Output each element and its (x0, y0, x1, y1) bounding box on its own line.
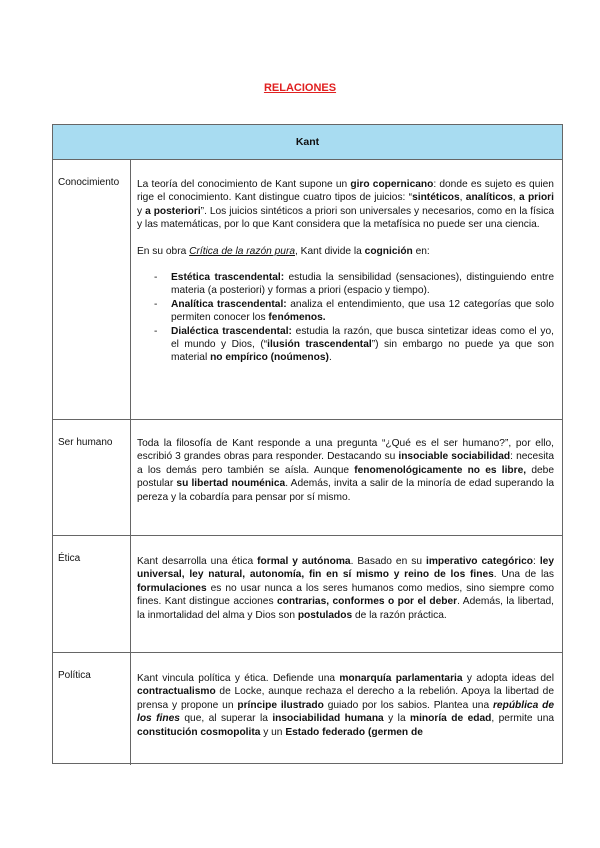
bold-term: analíticos (465, 192, 513, 204)
row-content (131, 536, 562, 652)
row-content (131, 653, 562, 765)
bold-term: insociable sociabilidad (398, 451, 511, 463)
bold-term: ley universal, ley natural, autonomía, fin en sí mismo y reino de los fines (137, 556, 554, 581)
bold-term: constitución cosmopolita (137, 726, 261, 738)
list-item (171, 271, 554, 298)
text-run: , Kant divide la (295, 245, 365, 257)
bold-term: a priori (518, 192, 554, 204)
bold-term: insociabilidad humana (272, 713, 384, 725)
text-run: de Locke, aunque rechaza el derecho a la rebelión. Apoya la libertad de prensa y propone un (137, 686, 554, 711)
paragraph (137, 245, 554, 258)
bold-term: Estética trascendental: (171, 272, 285, 284)
bold-italic-term: república de los fines (137, 699, 554, 725)
row-category: Ética (53, 536, 131, 652)
bold-term: no empírico (noúmenos) (210, 352, 329, 364)
row-category: Conocimiento (53, 160, 131, 419)
bold-term: cognición (364, 245, 413, 257)
list-item (171, 298, 554, 325)
text-run: analiza el entendimiento, que usa 12 categorías que solo permiten conocer los (171, 298, 554, 324)
table-header: Kant (53, 125, 562, 160)
bold-term: su libertad nouménica (176, 478, 286, 490)
bold-term: a posteriori (145, 205, 201, 217)
bold-term: imperativo categórico (425, 556, 534, 567)
text-run: en: (412, 245, 430, 257)
bold-term: monarquía parlamentaria (339, 673, 463, 684)
text-run: estudia la sensibilidad (sensaciones), distinguiendo entre materia (a posteriori) y formas a priori (espacio y tiempo). (171, 272, 554, 297)
table-row-conocimiento (53, 160, 562, 420)
text-run: : necesita a los demás pero también se aísla. Aunque (137, 451, 555, 476)
bold-term: contractualismo (137, 686, 216, 698)
text-run: y (137, 205, 146, 217)
text-run: es no usar nunca a los seres humanos como medios, sino siempre como fines. Kant distingue acciones (137, 582, 554, 608)
row-category: Ser humano (53, 420, 131, 535)
bold-term: fenomenológicamente no es libre, (354, 464, 527, 476)
cognition-list (137, 271, 554, 365)
text-run: que, al superar la (179, 713, 273, 725)
text-run: y un (260, 726, 286, 738)
book-title: Crítica de la razón pura (189, 245, 295, 257)
text-run: ”) sin embargo no puede ya que son material (171, 339, 554, 364)
bold-term: formulaciones (137, 582, 207, 594)
bold-term: Dialéctica trascendental: (171, 325, 292, 337)
text-run: guiado por los sabios. Plantea una (323, 699, 493, 711)
paragraph (137, 178, 554, 232)
bold-term: fenómenos. (268, 312, 326, 324)
text-run: . (328, 352, 332, 364)
row-content (131, 160, 562, 419)
page-title: RELACIONES (263, 82, 337, 94)
table-row-etica (53, 536, 562, 653)
text-run: . Basado en su (350, 556, 426, 567)
text-run: , (459, 192, 466, 204)
text-run: y la (383, 713, 411, 725)
text-run: estudia la razón, que busca sintetizar ideas como el yo, el mundo y Dios, (“ (171, 325, 554, 351)
table-row-ser-humano (53, 420, 562, 536)
bold-term: contrarias, conformes o por el deber (276, 596, 458, 608)
list-item (171, 325, 554, 365)
text-run: , permite una (491, 713, 555, 725)
row-content (131, 420, 562, 535)
text-run: . Además, la libertad, la inmortalidad del alma y Dios son (137, 596, 555, 621)
bold-term: postulados (297, 609, 353, 621)
text-run: : donde es sujeto es quien rige el conocimiento. Kant distingue cuatro tipos de juicios: “ (137, 179, 554, 204)
bold-term: Analítica trascendental: (171, 298, 287, 310)
bold-term: minoría de edad (410, 713, 492, 725)
text-run: , (512, 192, 519, 204)
text-run: : (533, 556, 540, 567)
text-run: Kant vincula política y ética. Defiende una (137, 673, 340, 684)
bold-term: príncipe ilustrado (237, 699, 324, 711)
bold-term: Estado federado (germen de (285, 726, 423, 738)
bold-term: ilusión trascendental (267, 339, 372, 351)
bold-term: formal y autónoma (257, 556, 351, 567)
row-category: Política (53, 653, 131, 765)
text-run: de la razón práctica. (352, 609, 447, 621)
text-run: Toda la filosofía de Kant responde a una pregunta “¿Qué es el ser humano?”, por ello, escribió 3 grandes obras para responder. Destacando su (137, 438, 554, 463)
text-run: . Una de las (493, 569, 554, 581)
text-run: La teoría del conocimiento de Kant supone un (137, 179, 351, 190)
table-row-politica (53, 653, 562, 765)
text-run: Kant desarrolla una ética (137, 556, 258, 567)
text-run: . Además, invita a salir de la minoría de edad superando la pereza y la cobardía para pensar por sí mismo. (137, 478, 555, 503)
text-run: En su obra (137, 245, 190, 257)
kant-relations-table (52, 124, 563, 764)
text-run: debe postular (137, 464, 554, 490)
text-run: ”. Los juicios sintéticos a priori son universales y necesarios, como en la física y las matemáticas, por lo que Kant considera que la metafísica no puede ser una ciencia. (137, 205, 554, 231)
bold-term: giro copernicano (350, 179, 434, 190)
bold-term: sintéticos (412, 192, 460, 204)
text-run: y adopta ideas del (462, 673, 554, 684)
